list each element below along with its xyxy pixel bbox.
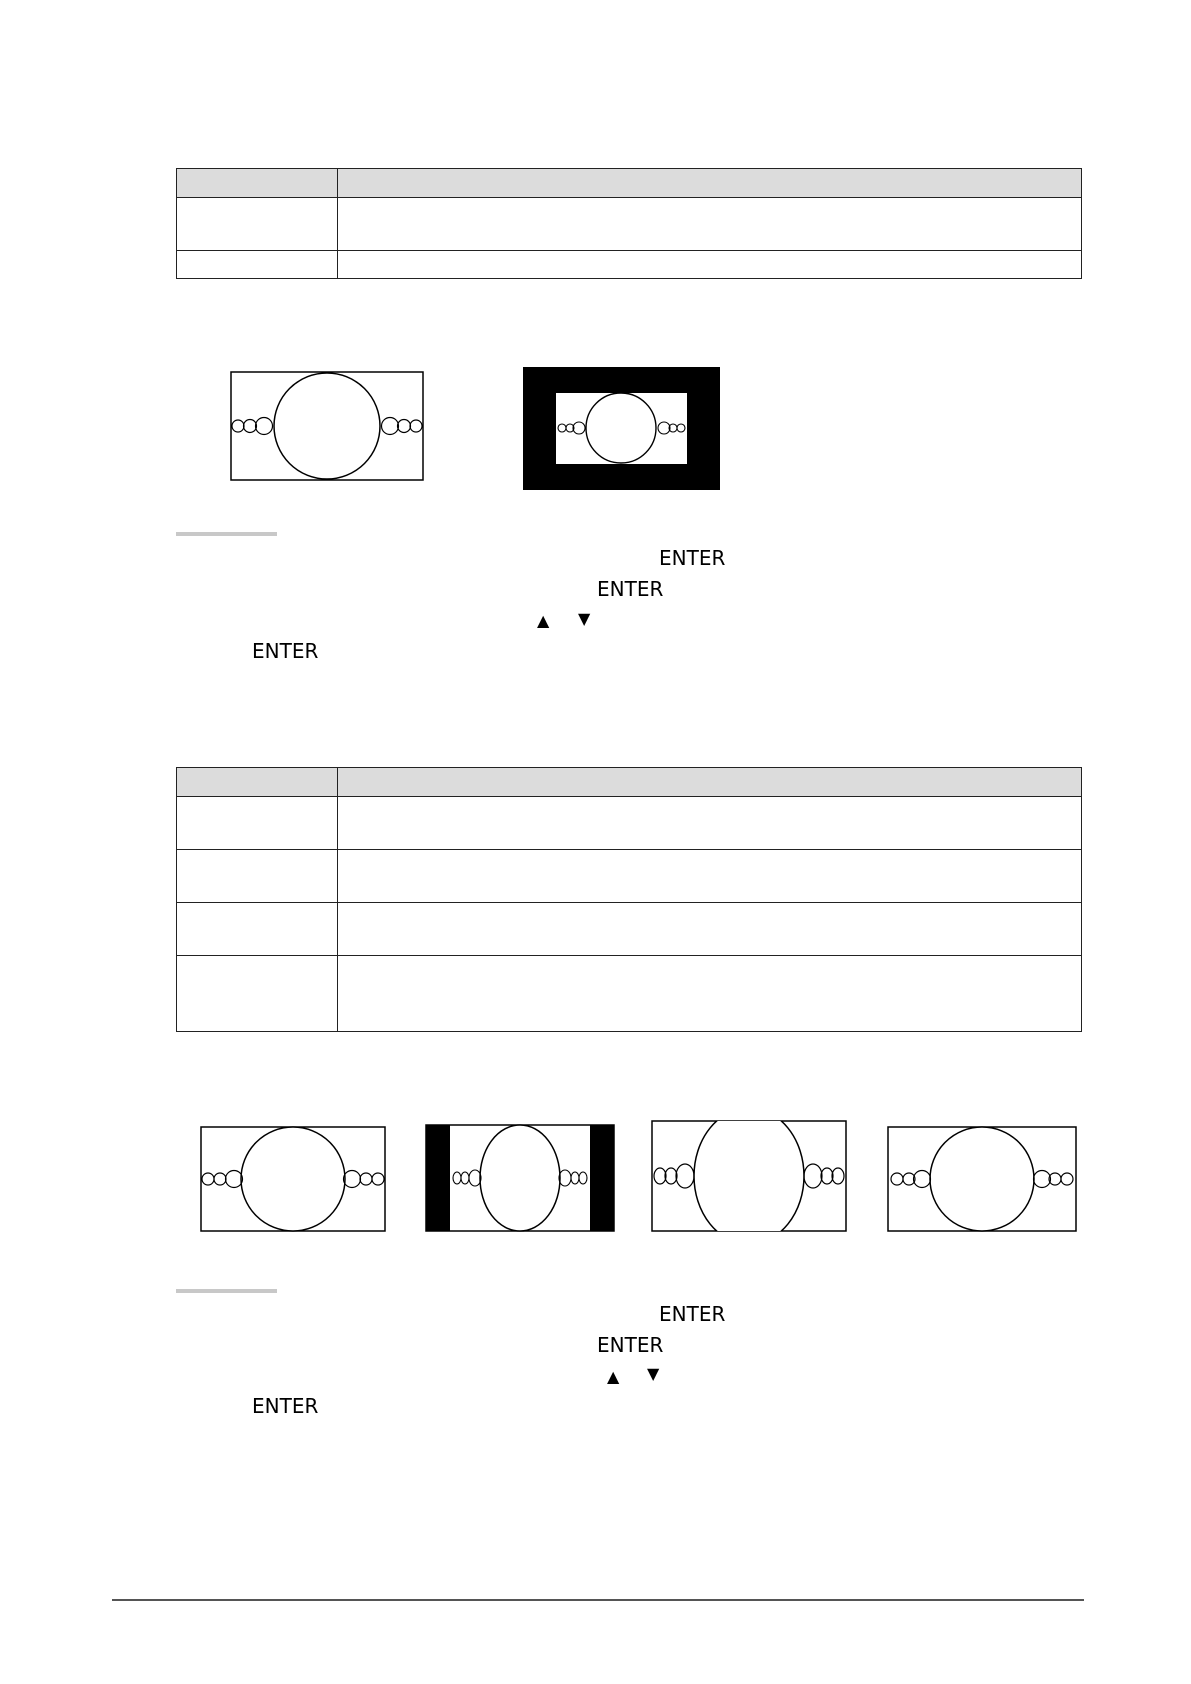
settings-table-1	[176, 168, 1082, 279]
enter-key-label: ENTER	[597, 577, 664, 601]
table-cell	[338, 198, 1082, 251]
enter-key-label: ENTER	[252, 1394, 319, 1418]
up-triangle-icon: ▲	[607, 1367, 620, 1386]
section-rule	[176, 1289, 277, 1293]
table-cell	[338, 956, 1082, 1032]
table-cell	[177, 903, 338, 956]
table-header-row	[177, 768, 1082, 797]
up-triangle-icon: ▲	[537, 611, 550, 630]
table-header-row	[177, 169, 1082, 198]
table-row	[177, 251, 1082, 279]
table-row	[177, 903, 1082, 956]
header-cell	[177, 169, 338, 198]
section-rule	[176, 532, 277, 536]
enter-key-label: ENTER	[597, 1333, 664, 1357]
table-cell	[177, 797, 338, 850]
screen-illustration-reduced	[523, 367, 720, 490]
table-cell	[177, 198, 338, 251]
table-cell	[338, 797, 1082, 850]
header-cell	[177, 768, 338, 797]
settings-table-2	[176, 767, 1082, 1032]
footer-rule	[112, 1599, 1084, 1601]
header-cell	[338, 169, 1082, 198]
down-triangle-icon: ▼	[578, 609, 591, 628]
down-triangle-icon: ▼	[647, 1364, 660, 1383]
table-cell	[338, 850, 1082, 903]
table-row	[177, 797, 1082, 850]
enter-key-label: ENTER	[252, 639, 319, 663]
table-row	[177, 850, 1082, 903]
table-cell	[177, 850, 338, 903]
table-cell	[338, 251, 1082, 279]
table-cell	[177, 251, 338, 279]
screen-illustration-aspect	[425, 1124, 615, 1232]
screen-illustration-dot-by-dot	[887, 1126, 1077, 1232]
screen-illustration-stretched	[651, 1120, 847, 1232]
table-row	[177, 198, 1082, 251]
screen-illustration-full	[230, 371, 424, 481]
header-cell	[338, 768, 1082, 797]
enter-key-label: ENTER	[659, 1302, 726, 1326]
enter-key-label: ENTER	[659, 546, 726, 570]
screen-illustration-normal	[200, 1126, 386, 1232]
table-row	[177, 956, 1082, 1032]
table-cell	[338, 903, 1082, 956]
table-cell	[177, 956, 338, 1032]
